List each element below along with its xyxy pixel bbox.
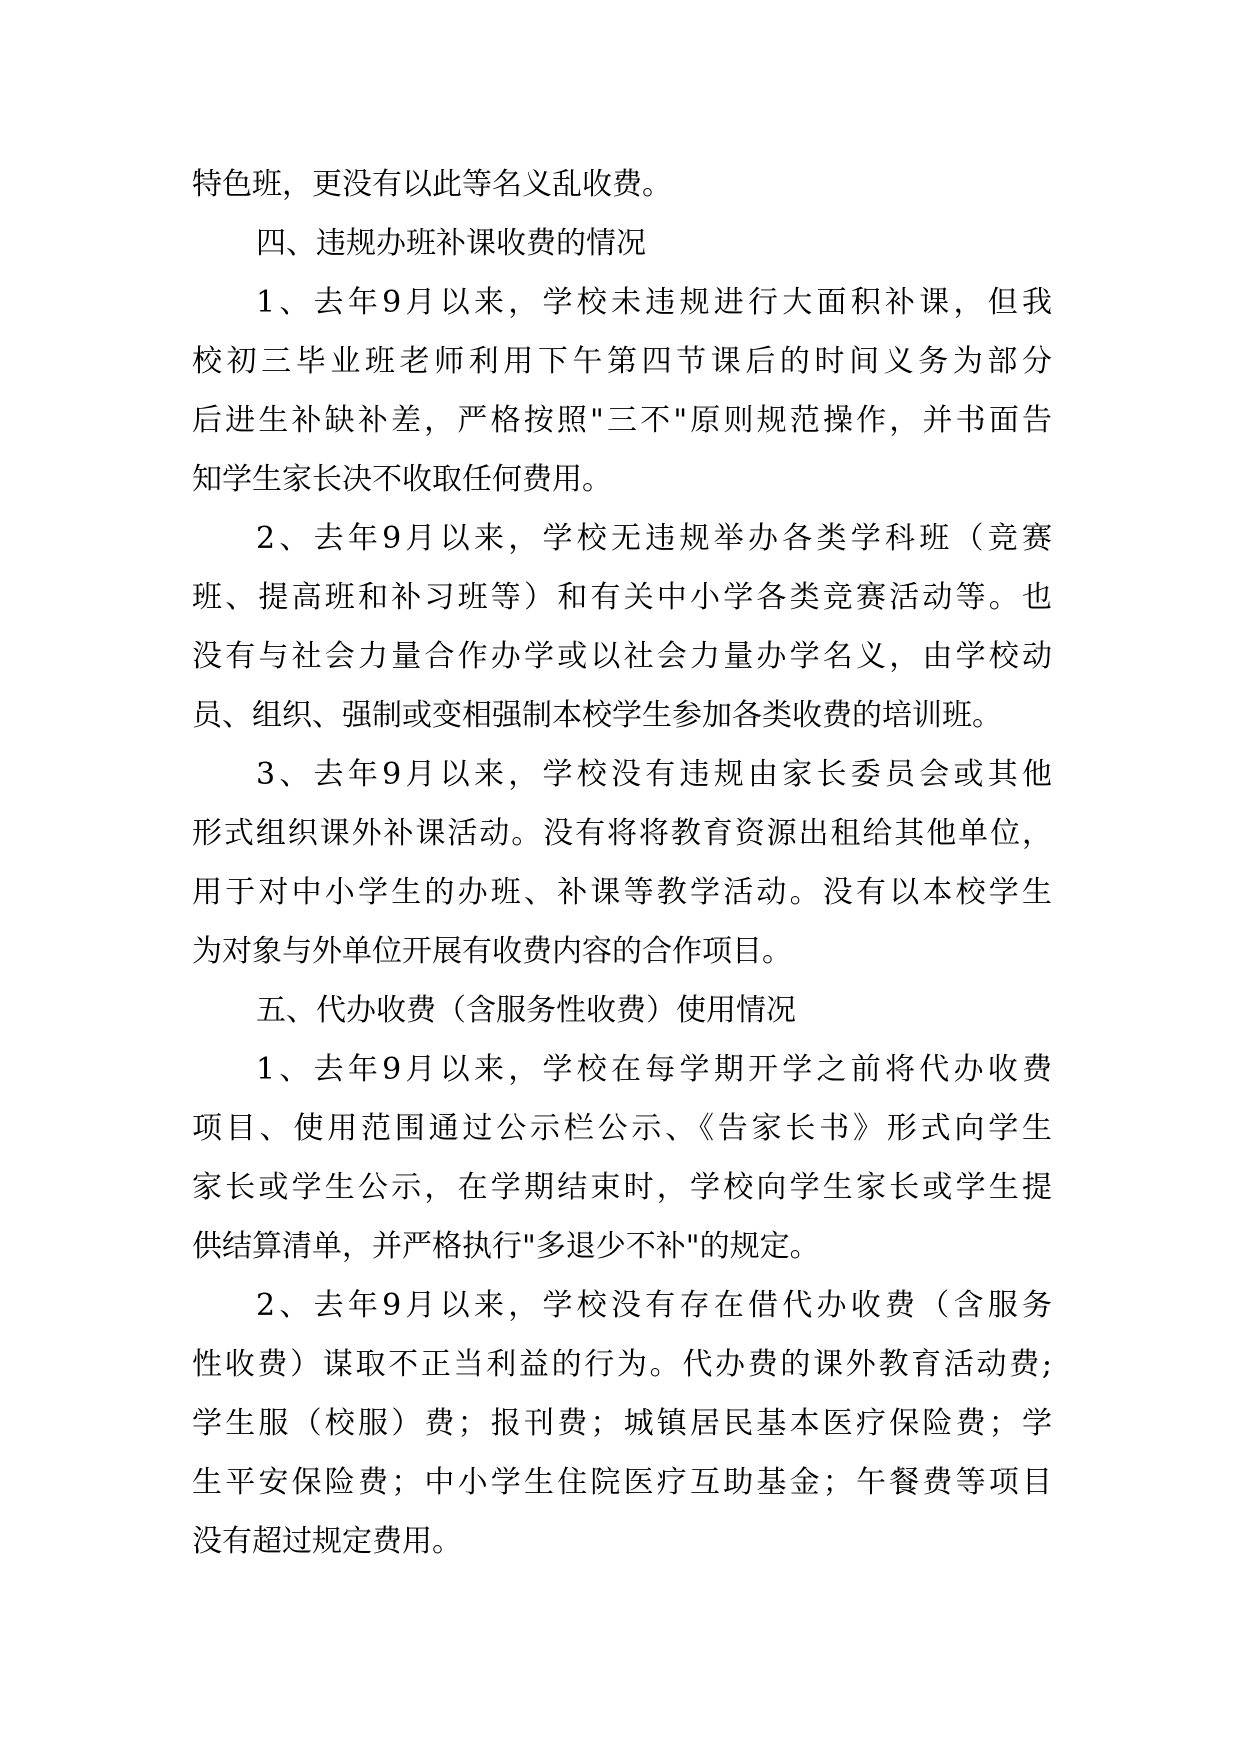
- text-line: 员、组织、强制或变相强制本校学生参加各类收费的培训班。: [192, 698, 1002, 733]
- text-line: 为对象与外单位开展有收费内容的合作项目。: [192, 934, 792, 969]
- text-line: 没有与社会力量合作办学或以社会力量办学名义，由学校动: [192, 639, 1052, 674]
- text-line: 学生服（校服）费；报刊费；城镇居民基本医疗保险费；学: [192, 1406, 1052, 1441]
- text-line: 1、去年9月以来，学校在每学期开学之前将代办收费: [256, 1052, 1052, 1087]
- text-line: 五、代办收费（含服务性收费）使用情况: [256, 993, 796, 1028]
- text-line: 性收费）谋取不正当利益的行为。代办费的课外教育活动费;: [192, 1347, 1052, 1382]
- text-line: 知学生家长决不收取任何费用。: [192, 462, 612, 497]
- text-line: 没有超过规定费用。: [192, 1524, 462, 1559]
- text-line: 供结算清单，并严格执行"多退少不补"的规定。: [192, 1229, 820, 1264]
- text-line: 项目、使用范围通过公示栏公示、《告家长书》形式向学生: [192, 1111, 1052, 1146]
- text-line: 四、违规办班补课收费的情况: [256, 226, 646, 261]
- text-line: 2、去年9月以来，学校没有存在借代办收费（含服务: [256, 1288, 1052, 1323]
- text-line: 后进生补缺补差，严格按照"三不"原则规范操作，并书面告: [192, 403, 1052, 438]
- text-line: 班、提高班和补习班等）和有关中小学各类竞赛活动等。也: [192, 580, 1052, 615]
- text-line: 生平安保险费；中小学生住院医疗互助基金；午餐费等项目: [192, 1465, 1052, 1500]
- text-line: 家长或学生公示，在学期结束时，学校向学生家长或学生提: [192, 1170, 1052, 1205]
- body-text: [192, 155, 1052, 1571]
- text-line: 1、去年9月以来，学校未违规进行大面积补课，但我: [256, 285, 1052, 320]
- text-line: 特色班，更没有以此等名义乱收费。: [192, 167, 672, 202]
- text-line: 校初三毕业班老师利用下午第四节课后的时间义务为部分: [192, 344, 1052, 379]
- text-line: 2、去年9月以来，学校无违规举办各类学科班（竞赛: [256, 521, 1052, 556]
- text-line: 3、去年9月以来，学校没有违规由家长委员会或其他: [256, 757, 1052, 792]
- text-line: 形式组织课外补课活动。没有将将教育资源出租给其他单位，: [192, 816, 1052, 851]
- text-line: 用于对中小学生的办班、补课等教学活动。没有以本校学生: [192, 875, 1052, 910]
